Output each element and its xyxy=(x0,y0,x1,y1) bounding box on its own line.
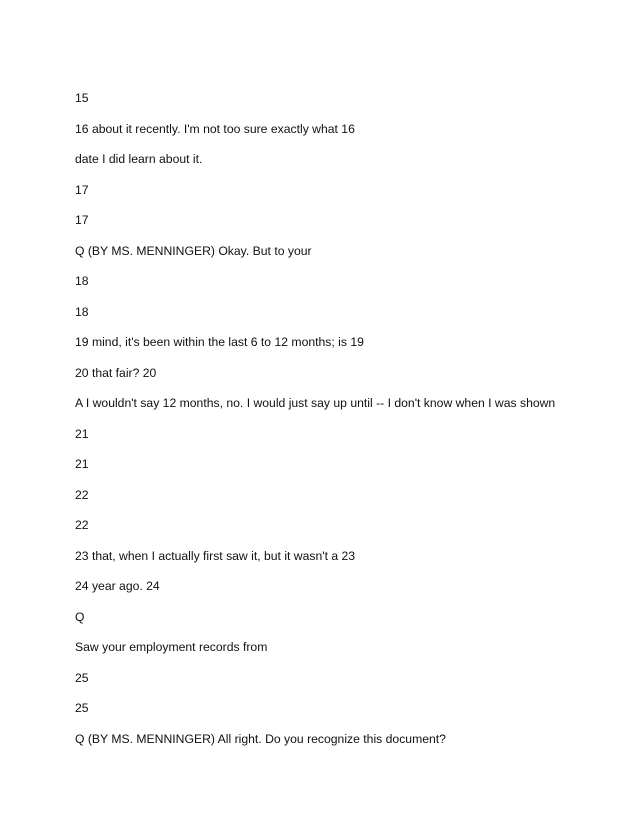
transcript-line: Q (BY MS. MENNINGER) All right. Do you recognize this document? xyxy=(75,732,446,746)
transcript-line: 17 xyxy=(75,183,89,197)
transcript-line: 16 about it recently. I'm not too sure exactly what 16 xyxy=(75,122,355,136)
transcript-line: 15 xyxy=(75,91,89,105)
transcript-line: Q xyxy=(75,610,85,624)
transcript-line: 18 xyxy=(75,305,89,319)
transcript-line: A I wouldn't say 12 months, no. I would just say up until -- I don't know when I was shown xyxy=(75,396,556,410)
transcript-line: 21 xyxy=(75,457,89,471)
transcript-line: Saw your employment records from xyxy=(75,640,268,654)
transcript-line: 25 xyxy=(75,671,89,685)
transcript-line: 20 that fair? 20 xyxy=(75,366,157,380)
transcript-line: 25 xyxy=(75,701,89,715)
transcript-line: 23 that, when I actually first saw it, but it wasn't a 23 xyxy=(75,549,356,563)
transcript-line: 22 xyxy=(75,518,89,532)
transcript-line: 24 year ago. 24 xyxy=(75,579,160,593)
transcript-line: 22 xyxy=(75,488,89,502)
transcript-line: 18 xyxy=(75,274,89,288)
transcript-line: 19 mind, it's been within the last 6 to 12 months; is 19 xyxy=(75,335,364,349)
transcript-line: 21 xyxy=(75,427,89,441)
transcript-line: 17 xyxy=(75,213,89,227)
transcript-line: date I did learn about it. xyxy=(75,152,203,166)
transcript-line: Q (BY MS. MENNINGER) Okay. But to your xyxy=(75,244,312,258)
